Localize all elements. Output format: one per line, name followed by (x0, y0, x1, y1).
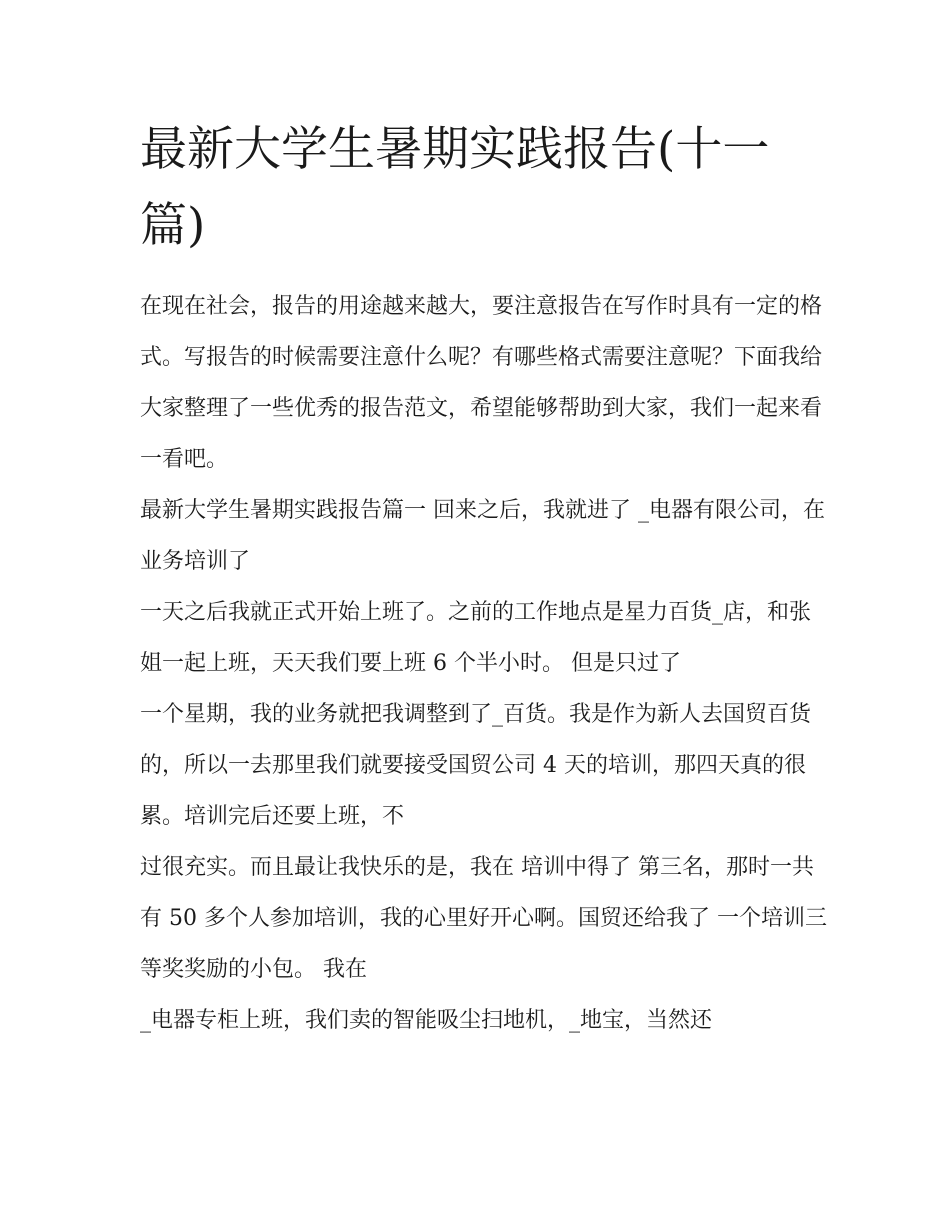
document-title: 最新大学生暑期实践报告(十一篇) (140, 122, 770, 253)
paragraph-5: 过很充实。而且最让我快乐的是，我在 培训中得了 第三名，那时一共有 50 多个人参加培训，我的心里好开心啊。国贸还给我了 一个培训三等奖奖励的小包。 我在 (140, 855, 827, 982)
paragraph-intro: 在现在社会，报告的用途越来越大，要注意报告在写作时具有一定的格式。写报告的时候需要注意什么呢？有哪些格式需要注意呢？下面我给大家整理了一些优秀的报告范文，希望能够帮助到大家，我们一起来看一看吧。 (140, 294, 823, 472)
document-body (140, 281, 830, 1046)
paragraph-2: 最新大学生暑期实践报告篇一 回来之后，我就进了 _电器有限公司，在 业务培训了 (140, 498, 832, 574)
paragraph-4: 一个星期，我的业务就把我调整到了_百货。我是作为新人去国贸百货的，所以一去那里我们就要接受国贸公司 4 天的培训，那四天真的很累。培训完后还要上班，不 (140, 702, 812, 829)
paragraph-6: _电器专柜上班，我们卖的智能吸尘扫地机，_地宝，当然还 (140, 1008, 713, 1033)
paragraph-3: 一天之后我就正式开始上班了。之前的工作地点是星力百货_店，和张姐一起上班，天天我们要上班 6 个半小时。 但是只过了 (140, 600, 812, 676)
